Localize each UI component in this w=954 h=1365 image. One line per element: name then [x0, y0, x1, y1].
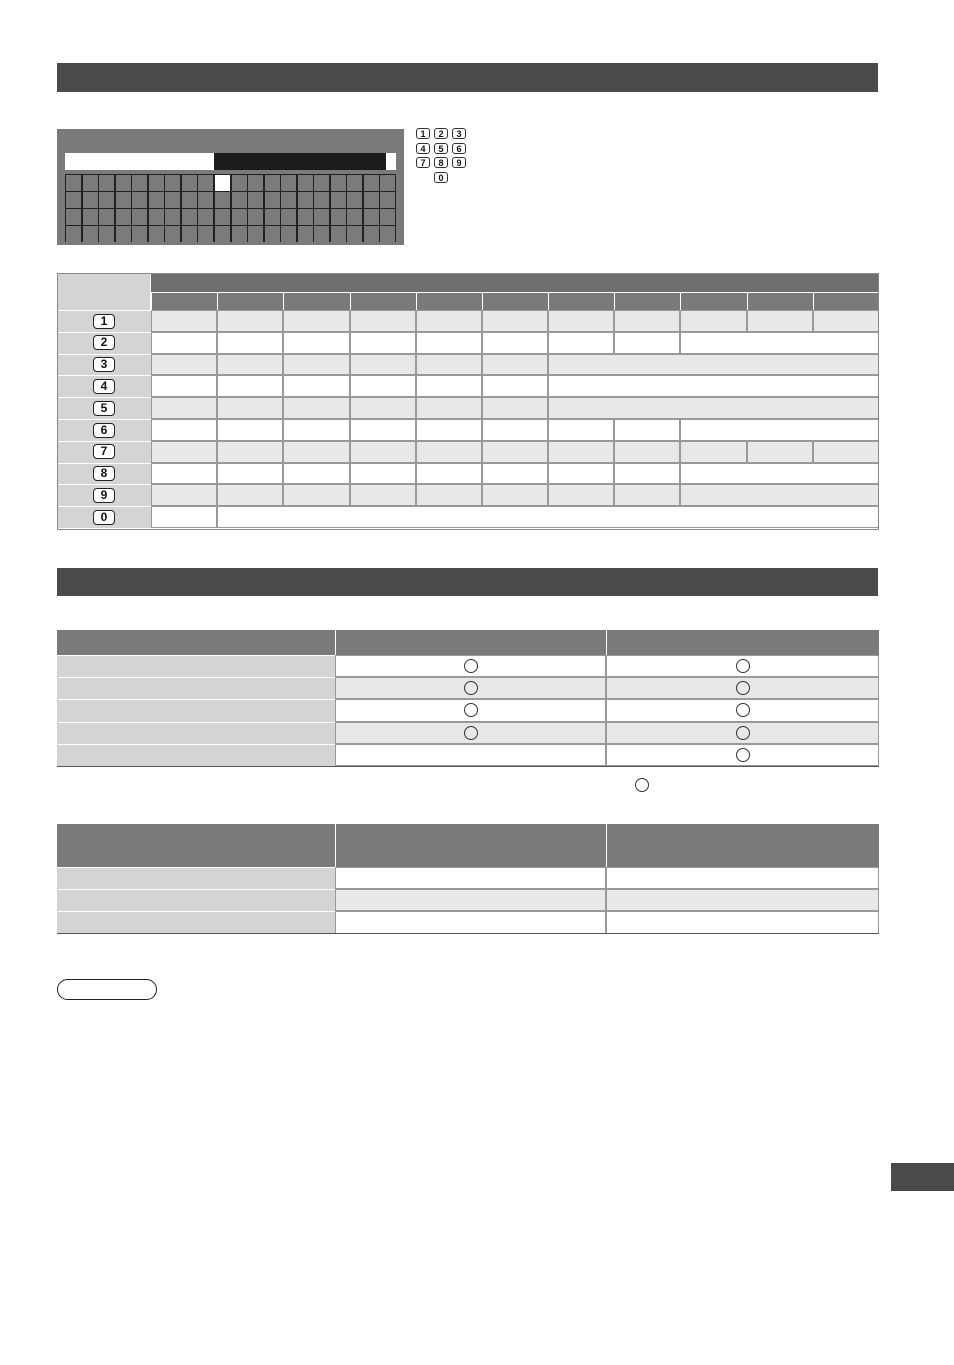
grid-cell[interactable] — [165, 226, 180, 242]
grid-cell[interactable] — [364, 175, 379, 191]
supported-mark — [464, 681, 478, 695]
grid-cell[interactable] — [116, 175, 131, 191]
section-header-bar-1 — [57, 63, 878, 92]
grid-cell[interactable] — [298, 175, 313, 191]
grid-cell[interactable] — [314, 175, 329, 191]
info-header-col1 — [335, 824, 606, 867]
grid-cell[interactable] — [314, 209, 329, 225]
grid-cell[interactable] — [215, 226, 230, 242]
grid-cell[interactable] — [99, 226, 114, 242]
character-grid — [65, 174, 396, 242]
grid-cell[interactable] — [380, 226, 395, 242]
grid-cell[interactable] — [165, 175, 180, 191]
grid-cell[interactable] — [265, 192, 280, 208]
supported-mark — [736, 703, 750, 717]
grid-cell[interactable] — [265, 175, 280, 191]
keypad-key-9: 9 — [452, 157, 466, 168]
grid-cell[interactable] — [248, 175, 263, 191]
row-key-9: 9 — [93, 488, 115, 503]
info-header-col2 — [606, 824, 879, 867]
name-field-end — [386, 153, 396, 170]
grid-cell[interactable] — [298, 226, 313, 242]
grid-cell[interactable] — [198, 192, 213, 208]
grid-cell[interactable] — [331, 209, 346, 225]
grid-cell[interactable] — [314, 226, 329, 242]
info-cell — [335, 911, 606, 933]
name-field-label-area — [65, 153, 214, 170]
info-bottom-rule — [57, 933, 879, 934]
row-key-2: 2 — [93, 335, 115, 350]
grid-cell[interactable] — [232, 209, 247, 225]
grid-cell[interactable] — [331, 226, 346, 242]
compat-header-col1 — [335, 630, 606, 655]
page-index-tab — [891, 1163, 954, 1191]
character-table — [57, 273, 879, 530]
grid-cell[interactable] — [132, 209, 147, 225]
grid-cell[interactable] — [265, 209, 280, 225]
numeric-keypad-icon — [416, 128, 472, 186]
grid-cell[interactable] — [281, 226, 296, 242]
grid-cell[interactable] — [198, 226, 213, 242]
grid-cell[interactable] — [281, 192, 296, 208]
keypad-key-3: 3 — [452, 128, 466, 139]
grid-cell[interactable] — [248, 226, 263, 242]
grid-cell[interactable] — [298, 209, 313, 225]
keypad-key-8: 8 — [434, 157, 448, 168]
legend-circle-mark — [635, 778, 649, 792]
supported-mark — [464, 659, 478, 673]
grid-cell[interactable] — [99, 192, 114, 208]
compat-row-label — [57, 744, 335, 766]
compat-header-col2 — [606, 630, 879, 655]
supported-mark — [464, 703, 478, 717]
grid-cell[interactable] — [83, 226, 98, 242]
grid-cell[interactable] — [215, 175, 230, 191]
row-key-1: 1 — [93, 314, 115, 329]
compatibility-table — [57, 630, 879, 768]
grid-cell[interactable] — [232, 226, 247, 242]
grid-cell[interactable] — [83, 175, 98, 191]
row-key-6: 6 — [93, 423, 115, 438]
note-label — [57, 979, 157, 1000]
grid-cell[interactable] — [165, 192, 180, 208]
compat-header-label — [57, 630, 335, 655]
info-cell — [606, 867, 879, 889]
compat-row-label — [57, 677, 335, 699]
grid-cell[interactable] — [165, 209, 180, 225]
grid-cell[interactable] — [83, 209, 98, 225]
grid-cell[interactable] — [215, 209, 230, 225]
grid-cell[interactable] — [347, 192, 362, 208]
name-input-field[interactable] — [214, 153, 386, 170]
grid-cell[interactable] — [116, 226, 131, 242]
grid-cell[interactable] — [380, 192, 395, 208]
grid-cell[interactable] — [182, 209, 197, 225]
keypad-key-2: 2 — [434, 128, 448, 139]
supported-mark — [736, 681, 750, 695]
keypad-key-0: 0 — [434, 172, 448, 183]
row-key-7: 7 — [93, 444, 115, 459]
grid-cell[interactable] — [149, 209, 164, 225]
grid-cell[interactable] — [232, 192, 247, 208]
grid-cell[interactable] — [132, 226, 147, 242]
row-key-3: 3 — [93, 357, 115, 372]
compat-cell — [335, 744, 606, 766]
section-header-bar-2 — [57, 568, 878, 596]
grid-cell[interactable] — [380, 175, 395, 191]
grid-cell[interactable] — [182, 226, 197, 242]
table-outline — [57, 273, 879, 530]
compat-bottom-rule — [57, 766, 879, 767]
supported-mark — [464, 726, 478, 740]
supported-mark — [736, 748, 750, 762]
grid-cell[interactable] — [116, 192, 131, 208]
info-row-label — [57, 911, 335, 933]
info-cell — [335, 867, 606, 889]
grid-cell[interactable] — [198, 209, 213, 225]
row-key-4: 4 — [93, 379, 115, 394]
info-row-label — [57, 889, 335, 911]
grid-cell[interactable] — [347, 175, 362, 191]
compat-row-label — [57, 655, 335, 677]
grid-cell[interactable] — [331, 175, 346, 191]
keypad-key-7: 7 — [416, 157, 430, 168]
grid-cell[interactable] — [347, 226, 362, 242]
grid-cell[interactable] — [83, 192, 98, 208]
grid-cell[interactable] — [66, 192, 81, 208]
supported-mark — [736, 659, 750, 673]
grid-cell[interactable] — [99, 209, 114, 225]
grid-cell[interactable] — [281, 209, 296, 225]
grid-cell[interactable] — [66, 226, 81, 242]
grid-cell[interactable] — [364, 226, 379, 242]
grid-cell[interactable] — [182, 192, 197, 208]
grid-cell[interactable] — [380, 209, 395, 225]
row-key-8: 8 — [93, 466, 115, 481]
grid-cell[interactable] — [281, 175, 296, 191]
info-table — [57, 824, 879, 935]
info-cell — [606, 889, 879, 911]
grid-cell[interactable] — [314, 192, 329, 208]
grid-cell[interactable] — [215, 192, 230, 208]
grid-cell[interactable] — [132, 175, 147, 191]
grid-cell[interactable] — [66, 175, 81, 191]
grid-cell[interactable] — [149, 226, 164, 242]
grid-cell[interactable] — [99, 175, 114, 191]
grid-cell[interactable] — [198, 175, 213, 191]
info-row-label — [57, 867, 335, 889]
compat-row-label — [57, 699, 335, 721]
grid-cell[interactable] — [331, 192, 346, 208]
grid-cell[interactable] — [364, 192, 379, 208]
keypad-key-4: 4 — [416, 143, 430, 154]
info-cell — [335, 889, 606, 911]
grid-cell[interactable] — [149, 175, 164, 191]
keypad-key-5: 5 — [434, 143, 448, 154]
grid-cell[interactable] — [116, 209, 131, 225]
grid-cell[interactable] — [265, 226, 280, 242]
grid-cell[interactable] — [66, 209, 81, 225]
grid-cell[interactable] — [364, 209, 379, 225]
grid-cell[interactable] — [298, 192, 313, 208]
info-cell — [606, 911, 879, 933]
compat-row-label — [57, 722, 335, 744]
grid-cell[interactable] — [132, 192, 147, 208]
grid-cell[interactable] — [248, 192, 263, 208]
row-key-0: 0 — [93, 510, 115, 525]
grid-cell[interactable] — [149, 192, 164, 208]
grid-cell[interactable] — [182, 175, 197, 191]
grid-cell[interactable] — [347, 209, 362, 225]
keypad-key-1: 1 — [416, 128, 430, 139]
grid-cell[interactable] — [232, 175, 247, 191]
info-header-label — [57, 824, 335, 867]
keypad-key-6: 6 — [452, 143, 466, 154]
row-key-5: 5 — [93, 401, 115, 416]
supported-mark — [736, 726, 750, 740]
grid-cell[interactable] — [248, 209, 263, 225]
